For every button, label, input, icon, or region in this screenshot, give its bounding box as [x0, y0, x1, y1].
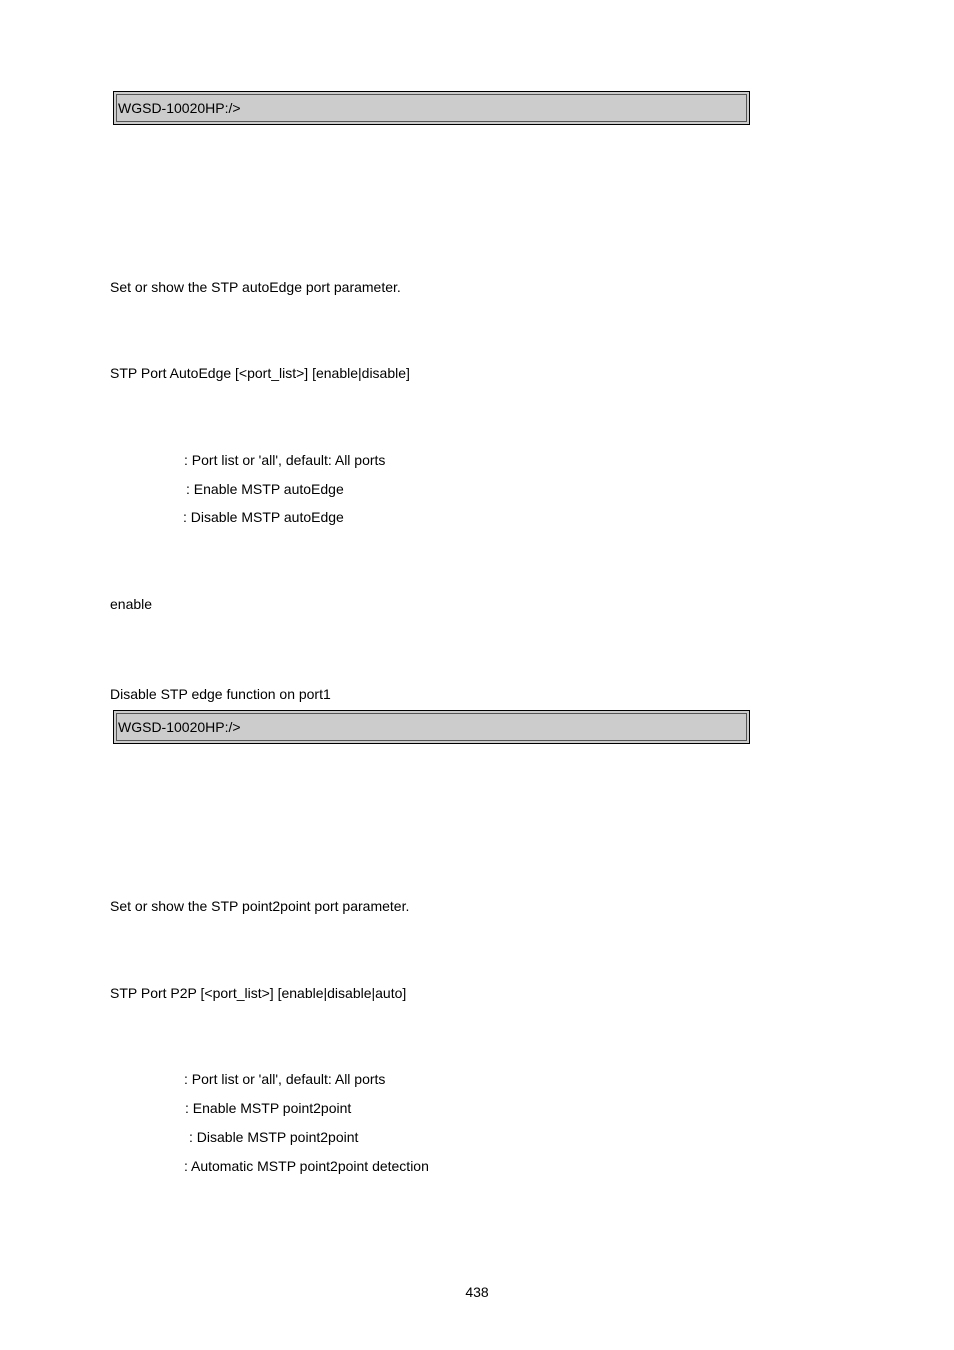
autoedge-syntax: STP Port AutoEdge [<port_list>] [enable|disable] — [110, 365, 410, 381]
autoedge-example-box — [113, 710, 750, 744]
autoedge-example-caption: Disable STP edge function on port1 — [110, 686, 331, 702]
autoedge-param-enable: : Enable MSTP autoEdge — [186, 481, 344, 497]
cli-prompt-box — [113, 91, 750, 125]
autoedge-param-port-list: : Port list or 'all', default: All ports — [184, 452, 386, 468]
autoedge-default-value: enable — [110, 596, 153, 612]
p2p-param-enable: : Enable MSTP point2point — [185, 1100, 352, 1116]
p2p-param-disable: : Disable MSTP point2point — [189, 1129, 359, 1145]
p2p-syntax: STP Port P2P [<port_list>] [enable|disable|auto] — [110, 985, 407, 1001]
autoedge-description: Set or show the STP autoEdge port parameter. — [110, 279, 401, 295]
autoedge-example-prompt: WGSD-10020HP:/> — [118, 719, 241, 735]
cli-prompt-text: WGSD-10020HP:/> — [118, 100, 241, 116]
p2p-param-port-list: : Port list or 'all', default: All ports — [184, 1071, 386, 1087]
page-number: 438 — [465, 1284, 489, 1300]
autoedge-param-disable: : Disable MSTP autoEdge — [183, 509, 344, 525]
p2p-param-auto: : Automatic MSTP point2point detection — [184, 1158, 429, 1174]
p2p-description: Set or show the STP point2point port parameter. — [110, 898, 410, 914]
